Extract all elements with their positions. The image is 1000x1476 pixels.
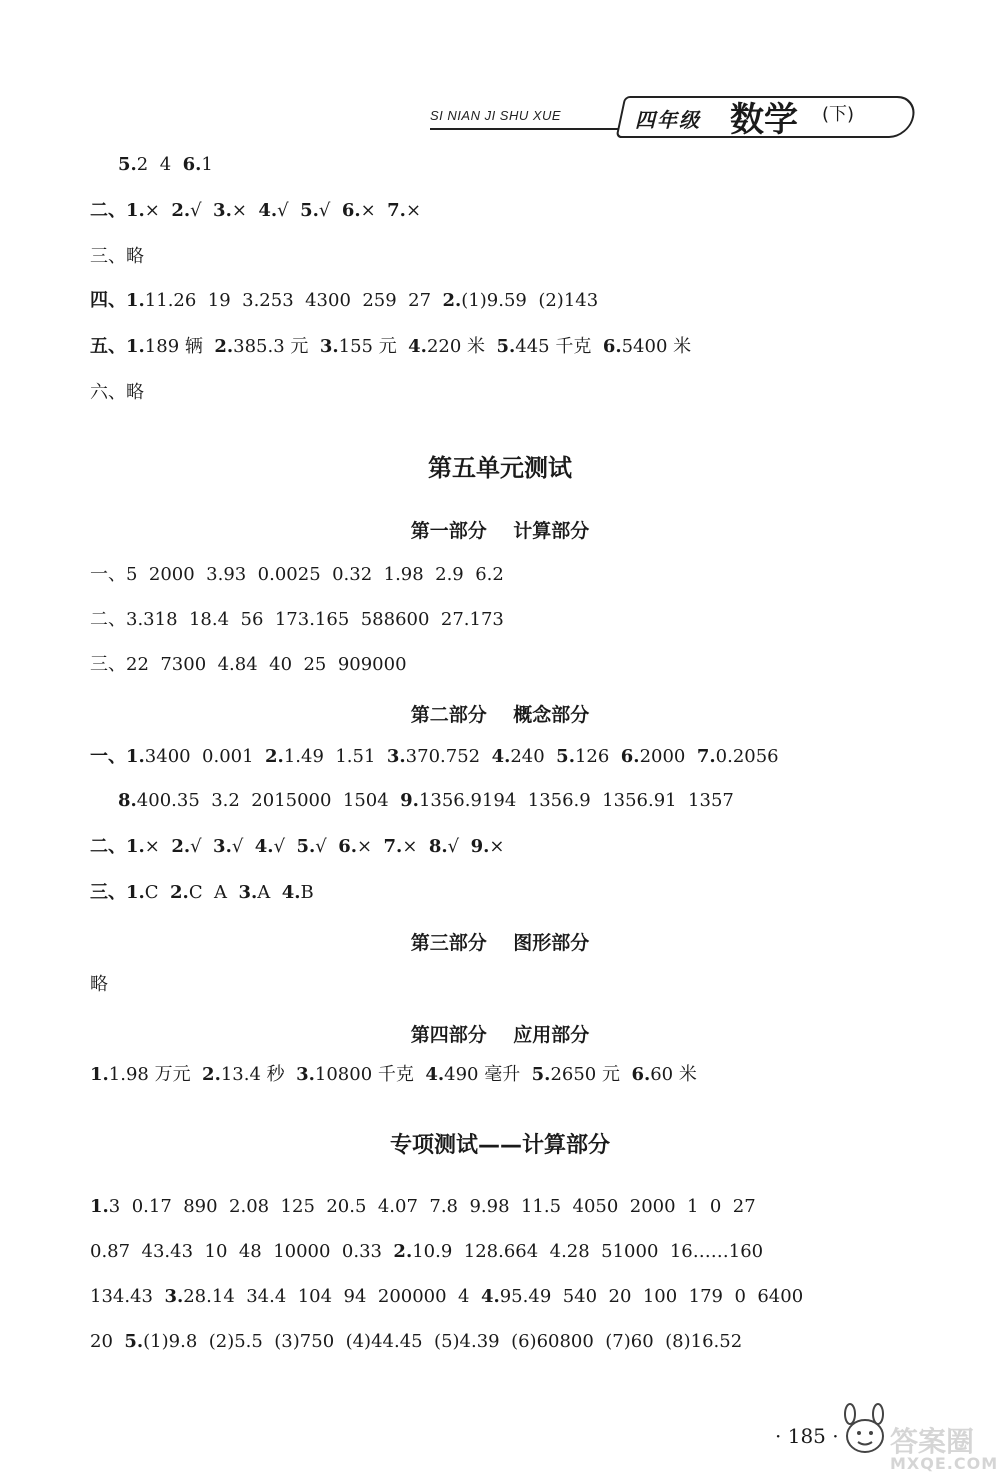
header-volume: (下) (822, 104, 855, 125)
question-number: 9. (470, 836, 490, 857)
answer-text: √ (318, 200, 342, 221)
question-number: 6. (182, 154, 202, 175)
answer-text: 六、略 (90, 382, 144, 403)
question-number: 2. (202, 1064, 221, 1085)
answer-text: 20 (90, 1331, 125, 1352)
question-number: 2. (171, 200, 191, 221)
watermark-url: MXQE.COM (890, 1454, 999, 1473)
watermark (890, 1420, 1000, 1476)
question-number: 4. (258, 200, 278, 221)
answer-text: 三、22 7300 4.84 40 25 909000 (90, 654, 407, 675)
answer-text: C A (188, 882, 239, 903)
question-number: 2. (214, 336, 234, 357)
answer-text: 445 千克 (515, 336, 603, 357)
answer-line (90, 566, 504, 584)
question-number: 二、1. (90, 836, 145, 857)
answer-text: × (357, 836, 384, 857)
question-number: 9. (400, 790, 419, 811)
answer-text: C (144, 882, 171, 903)
answer-line (90, 248, 144, 266)
answer-text: 二、3.318 18.4 56 173.165 588600 27.173 (90, 609, 504, 630)
question-number: 8. (118, 790, 137, 811)
answer-line (118, 156, 213, 174)
answer-text: 240 (510, 746, 557, 767)
question-number: 三、1. (90, 882, 145, 903)
question-number: 6. (631, 1064, 651, 1085)
answer-text: √ (231, 836, 255, 857)
answer-text: 10800 千克 (314, 1064, 426, 1085)
question-number: 2. (265, 746, 284, 767)
answer-text: 2650 元 (550, 1064, 632, 1085)
answer-text: 11.26 19 3.253 4300 259 27 (144, 290, 443, 311)
answer-text: 220 米 (426, 336, 497, 357)
question-number: 2. (171, 836, 191, 857)
question-number: 6. (620, 746, 640, 767)
answer-line (90, 384, 144, 402)
answer-text: 60 米 (650, 1064, 697, 1085)
special-title: 专项测试——计算部分 (389, 1133, 610, 1158)
question-number: 4. (491, 746, 511, 767)
answer-text: √ (315, 836, 339, 857)
answer-text: 10.9 128.664 4.28 51000 16……160 (412, 1241, 764, 1262)
question-number: 五、1. (90, 336, 145, 357)
question-number: 3. (319, 336, 339, 357)
answer-line (90, 838, 504, 856)
answer-line (90, 656, 407, 674)
question-number: 6. (338, 836, 357, 857)
answer-text: 1356.9194 1356.9 1356.91 1357 (418, 790, 734, 811)
question-number: 四、1. (90, 290, 145, 311)
question-number: 3. (164, 1286, 184, 1307)
question-number: 4. (425, 1064, 445, 1085)
watermark-text: 答案圈 (890, 1425, 975, 1458)
header-pinyin: SI NIAN JI SHU XUE (430, 108, 562, 123)
question-number: 二、1. (90, 200, 145, 221)
answer-text: √ (273, 836, 297, 857)
answer-text: 134.43 (90, 1286, 165, 1307)
question-number: 2. (170, 882, 189, 903)
answer-text: × (360, 200, 388, 221)
answer-text: 95.49 540 20 100 179 0 6400 (499, 1286, 804, 1307)
answer-text: 28.14 34.4 104 94 200000 4 (183, 1286, 481, 1307)
answer-text: 0.2056 (715, 746, 779, 767)
answer-text: √ (277, 200, 301, 221)
answer-text: 3 0.17 890 2.08 125 20.5 4.07 7.8 9.98 11.5 4050 2000 1 0 27 (108, 1196, 756, 1217)
question-number: 5. (118, 154, 137, 175)
answer-text: 1.98 万元 (108, 1064, 203, 1085)
answer-text: √ (190, 200, 214, 221)
question-number: 2. (442, 290, 462, 311)
answer-text: 490 毫升 (444, 1064, 532, 1085)
answer-text: 1 (201, 154, 213, 175)
answer-text: 155 元 (338, 336, 409, 357)
question-number: 1. (90, 1064, 109, 1085)
answer-text: (1)9.8 (2)5.5 (3)750 (4)44.45 (5)4.39 (6)60800 (7)60 (8)16.52 (143, 1331, 743, 1352)
answer-text: 13.4 秒 (220, 1064, 297, 1085)
question-number: 4. (408, 336, 427, 357)
question-number: 5. (556, 746, 575, 767)
answer-text: 2000 (639, 746, 697, 767)
answer-text: B (300, 882, 314, 903)
question-number: 2. (393, 1241, 413, 1262)
answer-text: 189 辆 (144, 336, 215, 357)
question-number: 5. (496, 336, 516, 357)
question-number: 4. (281, 882, 301, 903)
answer-text: × (402, 836, 429, 857)
answer-text: (1)9.59 (2)143 (461, 290, 599, 311)
answer-text: 2 4 (136, 154, 183, 175)
part3-title: 第三部分 图形部分 (410, 932, 590, 954)
question-number: 5. (300, 200, 319, 221)
answer-line (90, 292, 598, 310)
answer-line (90, 338, 691, 356)
question-number: 3. (213, 200, 232, 221)
answer-text: √ (190, 836, 214, 857)
answer-line (90, 884, 314, 902)
answer-text: × (489, 836, 505, 857)
answer-text: 3400 0.001 (144, 746, 266, 767)
question-number: 5. (296, 836, 316, 857)
question-number: 7. (383, 836, 403, 857)
answer-text: 1.49 1.51 (283, 746, 387, 767)
answer-text: × (231, 200, 259, 221)
question-number: 7. (696, 746, 716, 767)
question-number: 5. (124, 1331, 144, 1352)
header-subject: 数学 (730, 100, 798, 140)
answer-text: 400.35 3.2 2015000 1504 (136, 790, 401, 811)
page-number: · 185 · (775, 1424, 839, 1448)
question-number: 1. (90, 1196, 109, 1217)
answer-line (90, 1288, 803, 1306)
question-number: 4. (480, 1286, 500, 1307)
answer-line (90, 1243, 763, 1261)
question-number: 8. (428, 836, 448, 857)
answer-line (90, 1198, 756, 1216)
answer-line (90, 748, 779, 766)
answer-line (90, 1066, 697, 1084)
answer-text: 0.87 43.43 10 48 10000 0.33 (90, 1241, 394, 1262)
answer-line (90, 202, 421, 220)
question-number: 7. (387, 200, 406, 221)
header-rule (430, 128, 620, 130)
question-number: 6. (341, 200, 361, 221)
answer-text: 385.3 元 (233, 336, 320, 357)
answer-text: × (144, 836, 172, 857)
page-header (430, 92, 920, 142)
answer-text: 370.752 (405, 746, 492, 767)
answer-text: 5400 米 (621, 336, 692, 357)
question-number: 6. (602, 336, 622, 357)
question-number: 4. (254, 836, 274, 857)
unit-title: 第五单元测试 (428, 454, 572, 482)
part1-title: 第一部分 计算部分 (410, 520, 590, 542)
part2-title: 第二部分 概念部分 (410, 704, 590, 726)
answer-text: 一、5 2000 3.93 0.0025 0.32 1.98 2.9 6.2 (90, 564, 504, 585)
answer-text: √ (447, 836, 471, 857)
answer-text: 三、略 (90, 246, 144, 267)
question-number: 5. (531, 1064, 551, 1085)
part3-text: 略 (90, 974, 108, 995)
answer-text: A (257, 882, 282, 903)
question-number: 3. (213, 836, 232, 857)
answer-text: × (144, 200, 172, 221)
answer-text: × (405, 200, 422, 221)
header-grade: 四年级 (635, 108, 701, 132)
answer-line (118, 792, 734, 810)
question-number: 3. (386, 746, 406, 767)
question-number: 一、1. (90, 746, 145, 767)
part4-title: 第四部分 应用部分 (410, 1024, 590, 1046)
answer-text: 126 (574, 746, 621, 767)
question-number: 3. (296, 1064, 315, 1085)
answer-line (90, 1333, 742, 1351)
question-number: 3. (238, 882, 258, 903)
answer-line (90, 611, 504, 629)
